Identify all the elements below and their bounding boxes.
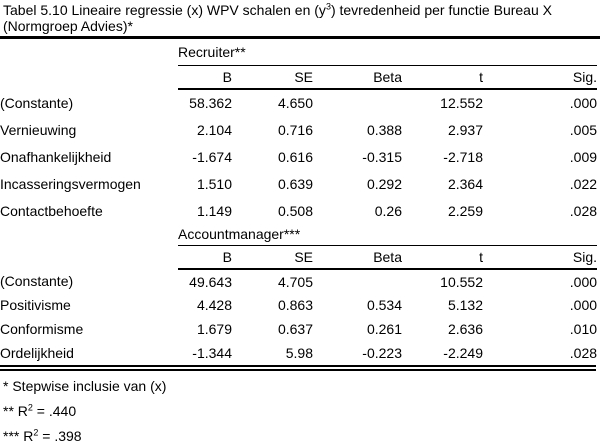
footnote-r2-recruiter xyxy=(0,403,600,419)
caption-line1-suffix: ) tevredenheid per functie Bureau X xyxy=(330,2,552,18)
footnote-stepwise xyxy=(0,378,600,394)
section-recruiter xyxy=(0,39,597,224)
cell-beta xyxy=(313,89,402,116)
cell-t: 2.364 xyxy=(447,175,483,192)
caption-line1-prefix: Tabel 5.10 Lineaire regressie (x) WPV schalen en (y xyxy=(3,2,326,18)
cell-b: -1.344 xyxy=(192,345,232,361)
cell-b: 2.104 xyxy=(196,121,232,138)
cell-se: 0.508 xyxy=(277,202,313,219)
section-accountmanager xyxy=(0,224,597,365)
cell-sig: .000 xyxy=(569,273,598,290)
caption-superscript: 3 xyxy=(325,1,331,12)
section-header-accountmanager: Accountmanager*** xyxy=(178,224,597,245)
section-header-row xyxy=(0,224,597,245)
table-row xyxy=(0,341,597,365)
table-bottom-double-rule xyxy=(0,365,596,371)
row-label: Contactbehoefte xyxy=(0,202,103,219)
cell-sig: .000 xyxy=(569,297,598,313)
table-row xyxy=(0,317,597,341)
column-header-b: B xyxy=(178,245,232,269)
cell-sig: .028 xyxy=(569,202,598,219)
section-header-recruiter: Recruiter** xyxy=(178,39,597,65)
column-header-b: B xyxy=(178,65,232,89)
cell-sig: .028 xyxy=(569,345,598,361)
table-row xyxy=(0,116,597,143)
table-row xyxy=(0,89,597,116)
cell-beta: -0.223 xyxy=(362,345,402,361)
cell-sig: .005 xyxy=(569,121,598,138)
column-header-beta: Beta xyxy=(313,65,402,89)
empty-cell xyxy=(0,224,178,245)
cell-se: 0.616 xyxy=(277,148,313,165)
row-label: Vernieuwing xyxy=(0,121,77,138)
cell-beta: -0.315 xyxy=(362,148,402,165)
column-header-sig: Sig. xyxy=(483,245,597,269)
column-header-se: SE xyxy=(232,245,313,269)
cell-se: 4.650 xyxy=(277,95,313,111)
column-header-se: SE xyxy=(232,65,313,89)
column-header-beta: Beta xyxy=(313,245,402,269)
cell-b: -1.674 xyxy=(192,148,232,165)
row-label: Conformisme xyxy=(0,321,84,337)
cell-se: 0.639 xyxy=(277,175,313,192)
table-row xyxy=(0,269,597,293)
footnote-prefix: *** R xyxy=(3,428,34,444)
cell-t: -2.718 xyxy=(443,148,483,165)
table-row xyxy=(0,170,597,197)
cell-beta: 0.534 xyxy=(366,297,402,313)
footnote-suffix: = .440 xyxy=(32,403,77,419)
empty-cell xyxy=(0,65,178,89)
cell-se: 5.98 xyxy=(285,345,313,361)
footnote-superscript: 2 xyxy=(27,402,33,413)
cell-beta xyxy=(313,269,402,293)
cell-sig: .000 xyxy=(569,95,598,111)
footnote-r2-accountmanager xyxy=(0,428,600,444)
cell-se: 0.716 xyxy=(277,121,313,138)
cell-t: 2.937 xyxy=(447,121,483,138)
cell-beta: 0.261 xyxy=(366,321,402,337)
row-label: (Constante) xyxy=(0,94,74,111)
footnote-prefix: ** R xyxy=(3,403,28,419)
cell-se: 0.863 xyxy=(277,297,313,313)
table-row xyxy=(0,197,597,224)
cell-b: 1.149 xyxy=(196,202,232,219)
cell-sig: .022 xyxy=(569,175,598,192)
footnote-text: * Stepwise inclusie van (x) xyxy=(3,378,167,394)
cell-t: -2.249 xyxy=(443,345,483,361)
cell-b: 1.679 xyxy=(196,321,232,337)
row-label: Ordelijkheid xyxy=(0,345,74,361)
cell-se: 4.705 xyxy=(277,273,313,290)
table-row xyxy=(0,293,597,317)
cell-t: 2.259 xyxy=(447,202,483,219)
caption-line2: (Normgroep Advies)* xyxy=(3,18,133,34)
cell-t: 2.636 xyxy=(447,321,483,337)
cell-se: 0.637 xyxy=(277,321,313,337)
cell-t: 12.552 xyxy=(440,95,483,111)
cell-b: 49.643 xyxy=(189,273,232,290)
cell-b: 1.510 xyxy=(196,175,232,192)
empty-cell xyxy=(0,245,178,269)
column-header-row xyxy=(0,65,597,89)
table-row xyxy=(0,143,597,170)
cell-sig: .010 xyxy=(569,321,598,337)
cell-b: 4.428 xyxy=(196,297,232,313)
cell-beta: 0.388 xyxy=(366,121,402,138)
row-label: (Constante) xyxy=(0,273,74,289)
row-label: Positivisme xyxy=(0,297,71,313)
cell-beta: 0.292 xyxy=(366,175,402,192)
section-header-row xyxy=(0,39,597,65)
cell-sig: .009 xyxy=(569,148,598,165)
footnote-suffix: = .398 xyxy=(38,428,82,444)
cell-t: 10.552 xyxy=(440,273,483,290)
row-label: Onafhankelijkheid xyxy=(0,148,112,165)
column-header-t: t xyxy=(402,245,483,269)
row-label: Incasseringsvermogen xyxy=(0,175,141,192)
table-caption xyxy=(0,0,600,34)
empty-cell xyxy=(0,39,178,65)
regression-table xyxy=(0,39,597,365)
cell-b: 58.362 xyxy=(189,95,232,111)
footnote-superscript: 2 xyxy=(33,427,39,438)
column-header-row xyxy=(0,245,597,269)
column-header-sig: Sig. xyxy=(483,65,597,89)
cell-t: 5.132 xyxy=(447,297,483,313)
cell-beta: 0.26 xyxy=(374,202,402,219)
column-header-t: t xyxy=(402,65,483,89)
